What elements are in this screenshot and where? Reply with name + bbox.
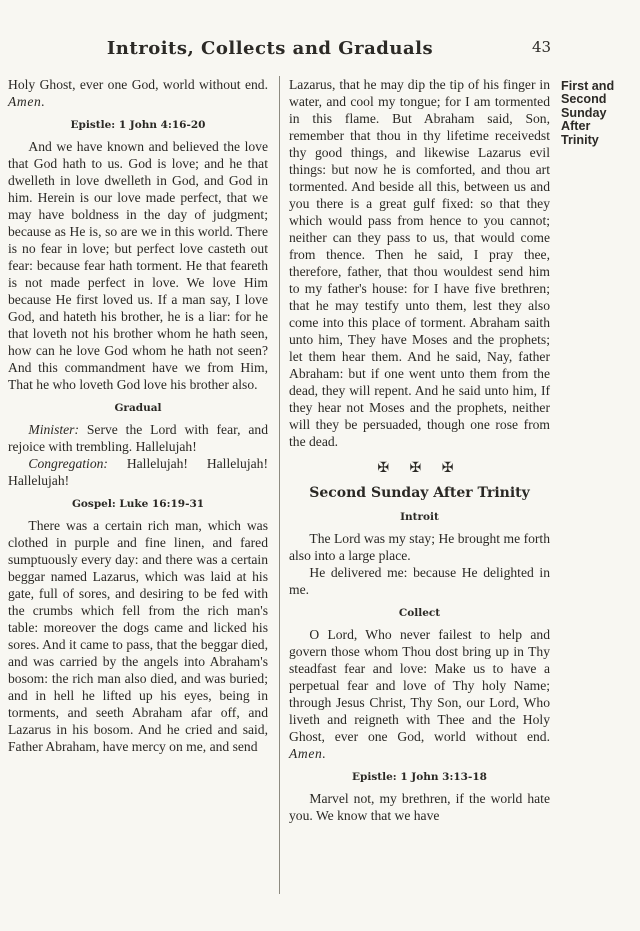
minister-line [8,421,268,455]
gospel-heading: Gospel: Luke 16:19-31 [71,498,205,510]
margin-note-line: After [561,119,591,134]
column-divider [279,76,280,894]
congregation-line [8,455,268,489]
right-column [289,76,550,824]
epistle-text-2: Marvel not, my brethren, if the world hate you. We know that we have [289,791,550,823]
epistle-text: And we have known and believed the love that God hath to us. God is love; and he that dwelleth in love dwelleth in God, and God in him. Herein is our love made perfect, that we may have boldness in the day of judgment; because as He is, so are we in this world. There is no fear in love; but perfect love casteth out fear: because fear hath torment. He that feareth is not made perfect in love. We love Him because He first loved us. If a man say, I love God, and hateth his brother, he is a liar: for he that loveth not his brother whom he hath seen, how can he love God whom he hath not seen? And this commandment have we from Him, That he who loveth God love his brother also. [8,139,268,392]
collect-amen: Amen. [289,746,327,761]
left-opening [8,76,268,110]
congregation-text: Hallelujah! Hallelujah! Hallelujah! [8,456,268,488]
introit-line-2: He delivered me: because He delighted in me. [289,565,550,597]
introit-heading: Introit [400,511,439,523]
margin-note-line: First and [561,79,615,93]
margin-note-line: Trinity [561,132,599,147]
introit-line-1: The Lord was my stay; He brought me forth also into a large place. [289,531,550,563]
collect-heading: Collect [398,607,441,619]
gradual-heading: Gradual [114,402,162,414]
minister-text: Serve the Lord with fear, and rejoice with trembling. Hallelujah! [8,422,268,454]
margin-note-line: Second [561,92,607,107]
collect-text: O Lord, Who never failest to help and govern those whom Thou dost bring up in Thy steadfast fear and love: Make us to have a perpetual fear and love of Thy holy Name; through Jesus Christ, Thy Son, our Lord, Who liveth and reigneth with Thee and the Holy Ghost, ever one God, world without end. [289,627,550,744]
opening-amen: Amen. [8,94,46,109]
minister-label: Minister: [28,422,79,437]
left-column [8,76,268,755]
cross-ornament: ✠ ✠ ✠ [377,460,462,476]
congregation-label: Congregation: [28,456,108,471]
margin-note [561,80,639,147]
collect-paragraph [289,626,550,762]
gospel-continuation: Lazarus, that he may dip the tip of his finger in water, and cool my tongue; for I am tormented in this flame. But Abraham said, Son, remember that thou in thy lifetime receivedst thy good things, and likewise Lazarus evil things: but now he is comforted, and thou art tormented. And beside all this, between us and you there is a great gulf fixed: so that they which would pass from hence to you cannot; neither can they pass to us, that would come from thence. Then he said, I pray thee, therefore, father, that thou wouldest send him to my father's house: for I have five brethren; that he may testify unto them, lest they also come into this place of torment. Abraham saith unto him, They have Moses and the prophets; let them hear them. And he said, Nay, father Abraham: but if one went unto them from the dead, they will repent. And he said unto him, If they hear not Moses and the prophets, neither will they be persuaded, though one rose from the dead. [289,77,550,449]
page-number: 43 [532,38,552,56]
gospel-text: There was a certain rich man, which was clothed in purple and fine linen, and fared sumptuously every day: and there was a certain beggar named Lazarus, which was laid at his gate, full of sores, and desiring to be fed with the crumbs which fell from the rich man's table: moreover the dogs came and licked his sores. And it came to pass, that the beggar died, and was carried by the angels into Abraham's bosom: the rich man also died, and was buried; and in hell he lifted up his eyes, being in torments, and seeth Abraham afar off, and Lazarus in his bosom. And he cried and said, Father Abraham, have mercy on me, and send [8,518,268,754]
running-header-title: Introits, Collects and Graduals [106,38,434,59]
epistle-heading-2: Epistle: 1 John 3:13-18 [352,771,487,783]
opening-text: Holy Ghost, ever one God, world without end. [8,77,268,92]
section-title: Second Sunday After Trinity [309,485,530,501]
epistle-heading: Epistle: 1 John 4:16-20 [70,119,206,131]
margin-note-line: Sunday [561,105,607,120]
